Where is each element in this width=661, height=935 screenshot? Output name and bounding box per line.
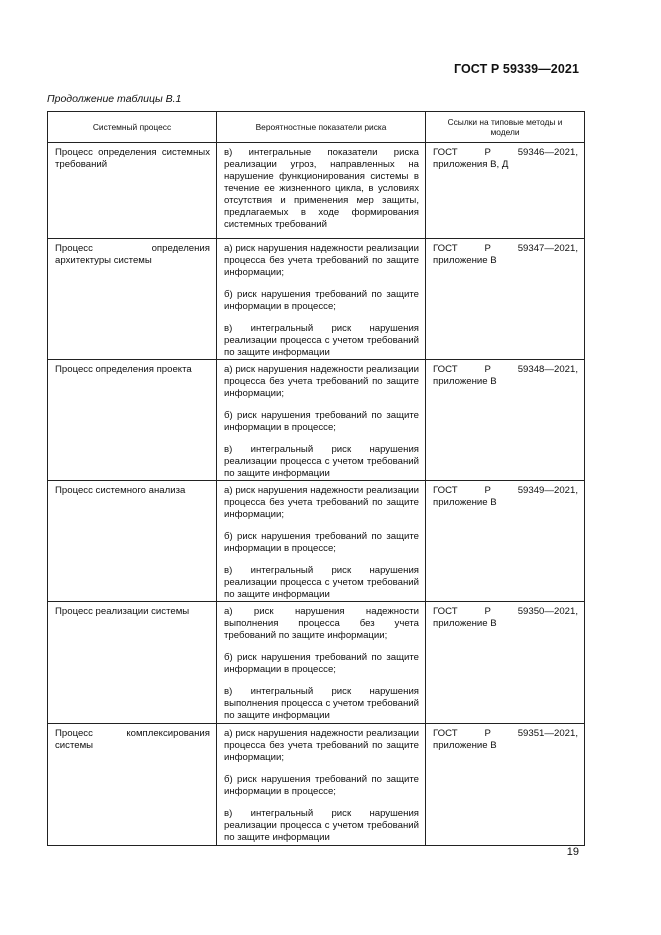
process-cell: Процесс комплексирования системы	[48, 724, 217, 846]
risk-item: в) интегральный риск нарушения реализации процесса с учетом требований по защите информации	[224, 444, 419, 479]
risk-item: в) интегральный риск нарушения реализации процесса с учетом требований по защите информации	[224, 323, 419, 358]
reference-cell: ГОСТ Р 59346—2021, приложения В, Д	[426, 143, 585, 239]
risk-item: а) риск нарушения надежности реализации процесса без учета требований по защите информации;	[224, 243, 419, 278]
risk-cell	[217, 481, 426, 602]
risk-item: в) интегральный риск нарушения выполнения процесса с учетом требований по защите информации	[224, 686, 419, 721]
risk-item: а) риск нарушения надежности реализации процесса без учета требований по защите информации;	[224, 728, 419, 763]
risk-item: б) риск нарушения требований по защите информации в процессе;	[224, 289, 419, 312]
table-row	[48, 724, 585, 846]
risk-cell	[217, 724, 426, 846]
process-cell: Процесс реализации системы	[48, 602, 217, 724]
column-header-references: Ссылки на типовые методы и модели	[426, 112, 585, 143]
process-cell: Процесс определения системных требований	[48, 143, 217, 239]
page-number: 19	[566, 846, 579, 858]
risk-cell	[217, 360, 426, 481]
risk-item: б) риск нарушения требований по защите информации в процессе;	[224, 652, 419, 675]
column-header-process: Системный процесс	[48, 112, 217, 143]
process-cell: Процесс определения архитектуры системы	[48, 239, 217, 360]
risk-cell	[217, 239, 426, 360]
risk-item: б) риск нарушения требований по защите информации в процессе;	[224, 410, 419, 433]
table-row	[48, 143, 585, 239]
table-row	[48, 481, 585, 602]
reference-cell: ГОСТ Р 59348—2021, приложение В	[426, 360, 585, 481]
risk-item: в) интегральный риск нарушения реализации процесса с учетом требований по защите информации	[224, 565, 419, 600]
table-header-row	[48, 112, 585, 143]
table-caption: Продолжение таблицы В.1	[47, 93, 182, 105]
process-cell: Процесс определения проекта	[48, 360, 217, 481]
table-row	[48, 602, 585, 724]
reference-cell: ГОСТ Р 59347—2021, приложение В	[426, 239, 585, 360]
risk-item: б) риск нарушения требований по защите информации в процессе;	[224, 531, 419, 554]
document-standard-number: ГОСТ Р 59339—2021	[453, 62, 579, 76]
table-row	[48, 360, 585, 481]
process-cell: Процесс системного анализа	[48, 481, 217, 602]
risk-item: а) риск нарушения надежности выполнения процесса без учета требований по защите информации;	[224, 606, 419, 641]
reference-cell: ГОСТ Р 59350—2021, приложение В	[426, 602, 585, 724]
risk-item: а) риск нарушения надежности реализации процесса без учета требований по защите информации;	[224, 485, 419, 520]
risk-item: в) интегральные показатели риска реализации угроз, направленных на нарушение функционирования системы в течение ее жизненного цикла, в условиях отсутствия и применения мер защиты, предлагаемых в ходе формирования системных требований	[224, 147, 419, 230]
column-header-risk-indicators: Вероятностные показатели риска	[217, 112, 426, 143]
reference-cell: ГОСТ Р 59349—2021, приложение В	[426, 481, 585, 602]
risk-item: в) интегральный риск нарушения реализации процесса с учетом требований по защите информации	[224, 808, 419, 843]
table-row	[48, 239, 585, 360]
reference-cell: ГОСТ Р 59351—2021, приложение В	[426, 724, 585, 846]
risk-cell	[217, 143, 426, 239]
risk-indicators-table	[47, 111, 585, 846]
risk-item: а) риск нарушения надежности реализации процесса без учета требований по защите информации;	[224, 364, 419, 399]
risk-cell	[217, 602, 426, 724]
risk-item: б) риск нарушения требований по защите информации в процессе;	[224, 774, 419, 797]
